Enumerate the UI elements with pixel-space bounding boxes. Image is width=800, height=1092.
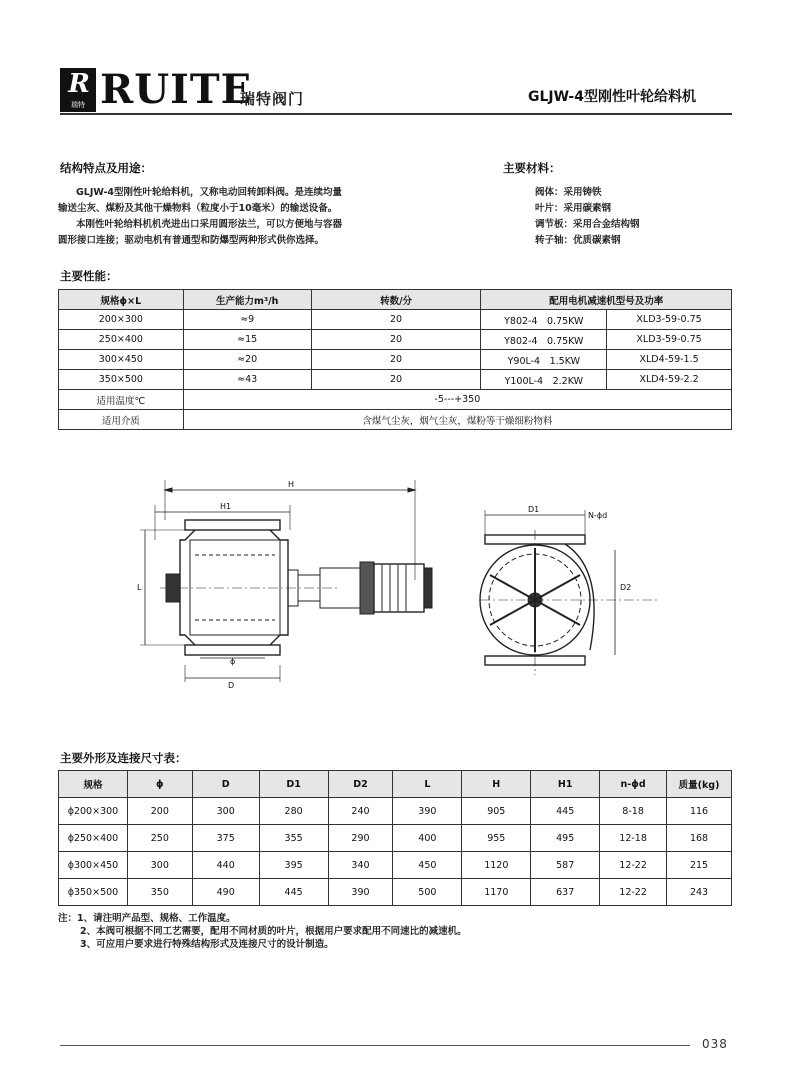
table-cell: 637 <box>531 879 600 906</box>
table-cell: 20 <box>311 330 481 350</box>
table-cell: 445 <box>531 798 600 825</box>
structure-line: 圆形接口连接；驱动电机有普通型和防爆型两种形式供你选择。 <box>58 235 325 246</box>
table-cell: 215 <box>667 852 732 879</box>
label-d: D <box>228 681 235 690</box>
structure-text <box>58 185 458 249</box>
col-header: H1 <box>531 771 600 798</box>
table-cell: 350 <box>127 879 192 906</box>
table-cell: 20 <box>311 350 481 370</box>
note-line: 3、可应用户要求进行特殊结构形式及连接尺寸的设计制造。 <box>80 939 334 950</box>
table-cell: 350×500 <box>59 370 184 390</box>
table-cell: 12-18 <box>600 825 667 852</box>
table-cell: 1170 <box>462 879 531 906</box>
table-cell: 250×400 <box>59 330 184 350</box>
table-row <box>59 825 732 852</box>
table-cell: 955 <box>462 825 531 852</box>
table-cell: XLD3-59-0.75 <box>607 310 732 330</box>
table-cell: 适用温度℃ <box>59 390 184 410</box>
table-cell: 375 <box>192 825 259 852</box>
notes <box>58 912 467 951</box>
materials-heading: 主要材料： <box>503 161 561 175</box>
table-cell: XLD4-59-1.5 <box>607 350 732 370</box>
table-cell: 12-22 <box>600 879 667 906</box>
table-cell: ≈9 <box>183 310 311 330</box>
technical-drawing <box>60 460 740 710</box>
table-cell: Y802-4 0.75KW <box>481 330 607 350</box>
table-cell: XLD4-59-2.2 <box>607 370 732 390</box>
label-phi: ϕ <box>230 657 236 666</box>
label-d1: D1 <box>528 505 540 514</box>
brand-name: RUITE <box>100 66 253 113</box>
label-d2: D2 <box>620 583 632 592</box>
table-row <box>59 852 732 879</box>
table-cell: 280 <box>259 798 328 825</box>
document-title: GLJW-4型刚性叶轮给料机 <box>528 89 696 105</box>
table-row <box>59 350 732 370</box>
table-row <box>59 798 732 825</box>
table-cell: 168 <box>667 825 732 852</box>
table-cell: 495 <box>531 825 600 852</box>
table-cell: 490 <box>192 879 259 906</box>
structure-heading: 结构特点及用途： <box>60 161 152 175</box>
table-cell: 440 <box>192 852 259 879</box>
materials-list <box>535 185 735 249</box>
table-cell: 290 <box>328 825 393 852</box>
note-line: 注：1、请注明产品型、规格、工作温度。 <box>58 913 236 924</box>
col-header: 转数/分 <box>311 290 481 310</box>
table-row <box>59 410 732 430</box>
table-cell: 200×300 <box>59 310 184 330</box>
col-header: 规格 <box>59 771 128 798</box>
table-cell: Y90L-4 1.5KW <box>481 350 607 370</box>
label-l: L <box>137 583 142 592</box>
col-header: ϕ <box>127 771 192 798</box>
label-h1: H1 <box>220 502 232 511</box>
table-row <box>59 390 732 410</box>
table-cell: 390 <box>328 879 393 906</box>
table-cell: 300×450 <box>59 350 184 370</box>
performance-table <box>58 289 732 430</box>
logo-glyph: R <box>68 69 90 99</box>
col-header: 生产能力m³/h <box>183 290 311 310</box>
table-cell: 1120 <box>462 852 531 879</box>
table-row <box>59 370 732 390</box>
table-cell: Y802-4 0.75KW <box>481 310 607 330</box>
col-header: D1 <box>259 771 328 798</box>
col-header: n-ϕd <box>600 771 667 798</box>
table-cell: 500 <box>393 879 462 906</box>
table-cell: ϕ300×450 <box>59 852 128 879</box>
table-cell: 243 <box>667 879 732 906</box>
material-item: 调节板：采用合金结构钢 <box>535 219 640 230</box>
table-cell: 240 <box>328 798 393 825</box>
col-header: D <box>192 771 259 798</box>
col-header: L <box>393 771 462 798</box>
col-header: 规格ϕ×L <box>59 290 184 310</box>
table-cell: ϕ350×500 <box>59 879 128 906</box>
col-header: D2 <box>328 771 393 798</box>
table-row <box>59 330 732 350</box>
structure-line: 输送尘灰、煤粉及其他干燥物料（粒度小于10毫米）的输送设备。 <box>58 203 338 214</box>
footer-rule <box>60 1045 690 1046</box>
structure-line: GLJW-4型刚性叶轮给料机，又称电动回转卸料阀。是连续均量 <box>76 187 342 198</box>
col-header: 配用电机减速机型号及功率 <box>481 290 732 310</box>
performance-heading: 主要性能： <box>60 269 118 283</box>
table-cell: XLD3-59-0.75 <box>607 330 732 350</box>
table-cell: 905 <box>462 798 531 825</box>
table-header-row <box>59 771 732 798</box>
table-cell: 355 <box>259 825 328 852</box>
table-cell: 587 <box>531 852 600 879</box>
table-cell: -5---+350 <box>183 390 731 410</box>
material-item: 转子轴：优质碳素钢 <box>535 235 621 246</box>
table-cell: Y100L-4 2.2KW <box>481 370 607 390</box>
material-item: 阀体：采用铸铁 <box>535 187 602 198</box>
table-cell: ϕ250×400 <box>59 825 128 852</box>
page-number: 038 <box>702 1037 728 1051</box>
note-line: 2、本阀可根据不同工艺需要，配用不同材质的叶片，根据用户要求配用不同速比的减速机。 <box>80 926 467 937</box>
table-cell: 400 <box>393 825 462 852</box>
col-header: H <box>462 771 531 798</box>
table-cell: 445 <box>259 879 328 906</box>
col-header: 质量(kg) <box>667 771 732 798</box>
table-cell: ≈20 <box>183 350 311 370</box>
material-item: 叶片：采用碳素钢 <box>535 203 612 214</box>
table-row <box>59 310 732 330</box>
table-cell: 300 <box>127 852 192 879</box>
table-cell: 116 <box>667 798 732 825</box>
table-cell: 390 <box>393 798 462 825</box>
table-cell: 300 <box>192 798 259 825</box>
label-h: H <box>288 480 295 489</box>
table-row <box>59 879 732 906</box>
table-cell: 340 <box>328 852 393 879</box>
structure-line: 本刚性叶轮给料机机壳进出口采用圆形法兰，可以方便地与容器 <box>76 219 343 230</box>
table-cell: 200 <box>127 798 192 825</box>
table-cell: ≈15 <box>183 330 311 350</box>
logo-subtext: 瑞特 <box>71 101 85 109</box>
dimensions-table <box>58 770 732 906</box>
table-cell: 12-22 <box>600 852 667 879</box>
table-cell: 8-18 <box>600 798 667 825</box>
table-header-row <box>59 290 732 310</box>
dimensions-heading: 主要外形及连接尺寸表： <box>60 751 187 765</box>
table-cell: 含煤气尘灰，烟气尘灰，煤粉等干燥细粉物料 <box>183 410 731 430</box>
brand-name-cn: 瑞特阀门 <box>240 90 305 108</box>
label-n-phi-d: N-ϕd <box>588 511 608 520</box>
table-cell: 250 <box>127 825 192 852</box>
table-cell: ϕ200×300 <box>59 798 128 825</box>
table-cell: 395 <box>259 852 328 879</box>
table-cell: 20 <box>311 370 481 390</box>
table-cell: ≈43 <box>183 370 311 390</box>
header-rule <box>60 113 732 115</box>
table-cell: 适用介质 <box>59 410 184 430</box>
table-cell: 20 <box>311 310 481 330</box>
table-cell: 450 <box>393 852 462 879</box>
